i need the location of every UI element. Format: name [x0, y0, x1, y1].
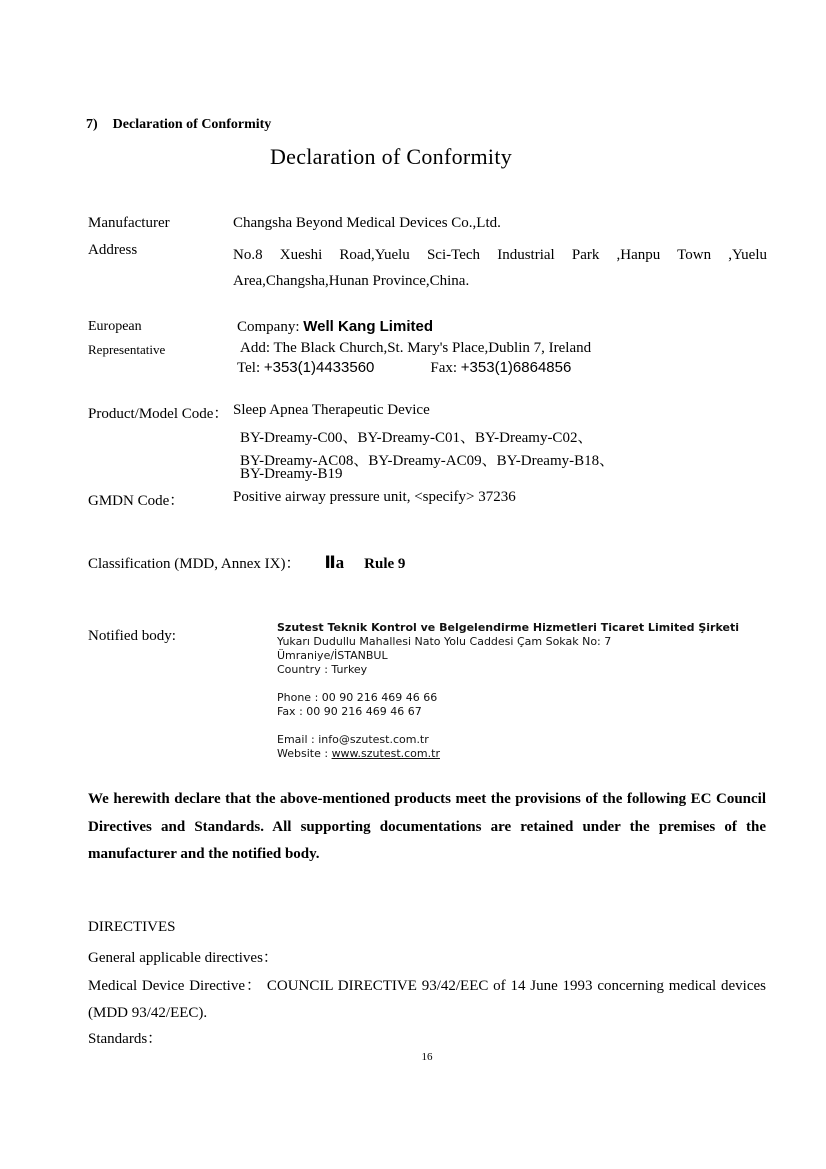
notified-body-address-line1: Yukarı Dudullu Mahallesi Nato Yolu Caddesi Çam Sokak No: 7: [277, 635, 612, 648]
tel-number: +353(1)4433560: [263, 359, 375, 376]
product-label: Product/Model Code：: [88, 406, 229, 422]
notified-body-email: Email : info@szutest.com.tr: [277, 733, 429, 746]
website-label: Website :: [277, 747, 332, 760]
tel-label: Tel:: [237, 360, 264, 376]
notified-body-fax: Fax : 00 90 216 469 46 67: [277, 705, 422, 718]
spacer: [277, 719, 747, 733]
notified-body-website-line: [277, 747, 747, 761]
mdd-directive-paragraph: Medical Device Directive： COUNCIL DIRECTIVE 93/42/EEC of 14 June 1993 concerning medical devices (MDD 93/42/EEC).: [88, 978, 766, 1021]
spacer: [277, 677, 747, 691]
product-models-line1: BY-Dreamy-C00、BY-Dreamy-C01、BY-Dreamy-C02、: [240, 430, 593, 446]
notified-body-block: [277, 621, 747, 761]
declaration-paragraph: We herewith declare that the above-mentioned products meet the provisions of the following EC Council Directives and Standards. All supporting documentations are retained under the premises of the manufacturer and the notified body.: [88, 791, 766, 862]
gmdn-label: GMDN Code：: [88, 493, 185, 509]
euro-rep-label-line2: Representative: [88, 342, 166, 357]
euro-rep-label-line1: European: [88, 319, 142, 334]
website-link[interactable]: www.szutest.com.tr: [331, 747, 440, 760]
standards-label: Standards：: [88, 1031, 163, 1047]
gmdn-value: Positive airway pressure unit, <specify> 37236: [233, 489, 516, 505]
product-name: Sleep Apnea Therapeutic Device: [233, 402, 430, 418]
classification-line: [88, 552, 405, 573]
classification-rule: Rule 9: [364, 556, 406, 572]
euro-rep-address: Add: The Black Church,St. Mary's Place,Dublin 7, Ireland: [240, 340, 592, 356]
address-value: No.8 Xueshi Road,Yuelu Sci-Tech Industrial Park ,Hanpu Town ,Yuelu Area,Changsha,Hunan Province,China.: [233, 247, 767, 289]
directives-heading: DIRECTIVES: [88, 919, 176, 935]
document-title: Declaration of Conformity: [269, 144, 513, 169]
notified-body-country: Country : Turkey: [277, 663, 368, 676]
address-label: Address: [88, 242, 138, 258]
product-models-line3: BY-Dreamy-B19: [240, 466, 343, 482]
manufacturer-value: Changsha Beyond Medical Devices Co.,Ltd.: [233, 215, 501, 231]
manufacturer-label: Manufacturer: [88, 215, 170, 231]
euro-rep-telfax-line: [237, 359, 571, 377]
euro-rep-company-line: [237, 318, 433, 336]
fax-number: +353(1)6864856: [460, 359, 572, 376]
section-heading-text: Declaration of Conformity: [112, 117, 272, 132]
notified-body-phone: Phone : 00 90 216 469 46 66: [277, 691, 438, 704]
section-number: 7): [86, 117, 98, 132]
general-directives-label: General applicable directives：: [88, 950, 278, 966]
section-heading: [86, 117, 271, 133]
classification-label: Classification (MDD, Annex IX)：: [88, 556, 301, 572]
notified-body-label: Notified body:: [88, 628, 176, 644]
classification-class: Ⅱa: [324, 553, 345, 572]
notified-body-address-line2: Ümraniye/İSTANBUL: [277, 649, 388, 662]
notified-body-name: Szutest Teknik Kontrol ve Belgelendirme Hizmetleri Ticaret Limited Şirketi: [277, 621, 739, 634]
company-name: Well Kang Limited: [303, 318, 433, 335]
product-models-line2: BY-Dreamy-AC08、BY-Dreamy-AC09、BY-Dreamy-B18、: [240, 453, 615, 469]
company-label: Company:: [237, 319, 304, 335]
fax-label: Fax:: [430, 360, 461, 376]
page-number: 16: [421, 1051, 433, 1063]
